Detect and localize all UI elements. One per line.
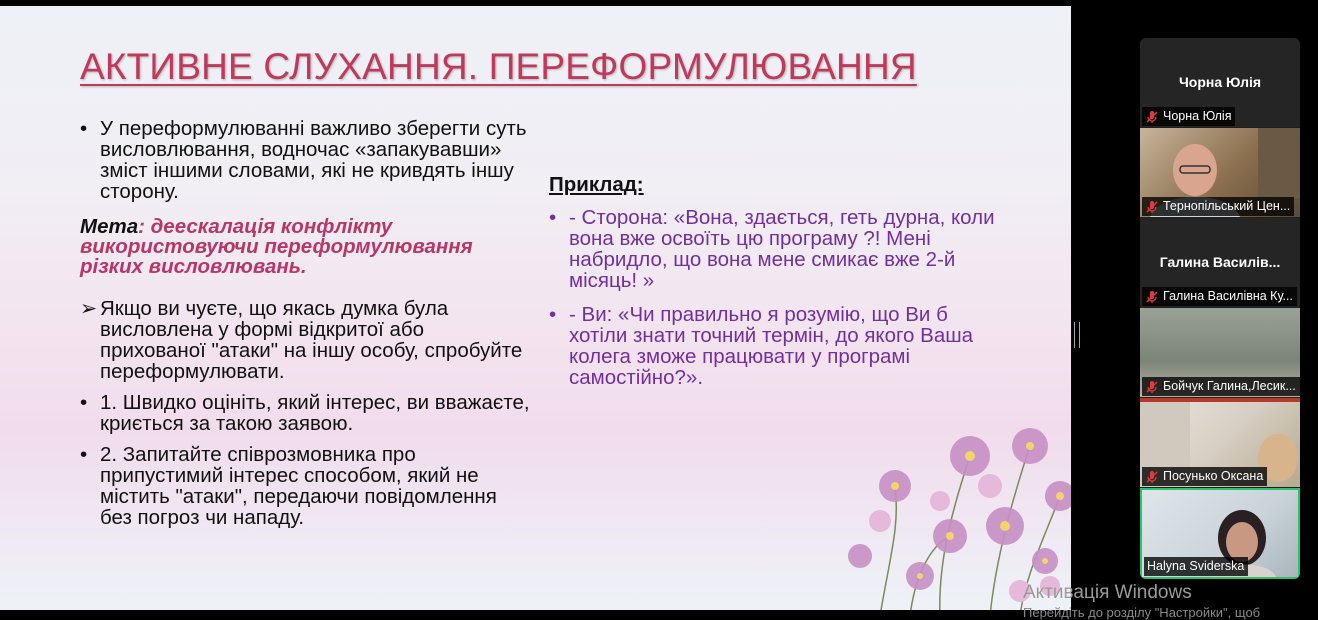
participant-tag-text: Галина Василівна Ку...	[1163, 289, 1293, 303]
intro-text: У переформулюванні важливо зберегти суть висловлювання, водночас «запакувавши» зміст іншими словами, які не кривдять іншу сторону.	[100, 117, 527, 203]
participant-tag-text: Бойчук Галина,Лесик...	[1163, 379, 1296, 393]
participant-tile-2[interactable]	[1140, 128, 1300, 217]
slide-left-column	[80, 118, 530, 528]
participant-display-name: Галина Василів...	[1159, 254, 1281, 270]
bullet-icon: •	[80, 391, 88, 414]
muted-mic-icon	[1145, 290, 1159, 304]
bullet-icon: •	[549, 206, 557, 229]
participant-display-name: Чорна Юлія	[1178, 74, 1262, 90]
participant-tile-6-active-speaker[interactable]	[1140, 488, 1300, 579]
arrow-point-text: Якщо ви чуєте, що якась думка була висловлена у формі відкритої або прихованої "атаки" на іншу особу, спробуйте переформулювати.	[100, 297, 523, 383]
windows-activation-hint: Перейдіть до розділу "Настройки", щоб	[1023, 605, 1261, 620]
participant-tag-text: Посунько Оксана	[1163, 469, 1264, 483]
muted-mic-icon	[1145, 380, 1159, 394]
participant-tile-3[interactable]	[1140, 218, 1300, 307]
step1-bullet	[80, 392, 530, 434]
participant-name-tag	[1142, 287, 1297, 306]
participant-name-tag	[1142, 467, 1267, 486]
participant-tag-text: Тернопільський Цен...	[1163, 199, 1291, 213]
participant-tile-4[interactable]	[1140, 308, 1300, 397]
intro-bullet	[80, 118, 530, 202]
goal-text	[80, 217, 530, 277]
participant-name-tag	[1142, 107, 1235, 126]
muted-mic-icon	[1145, 470, 1159, 484]
bullet-icon: •	[549, 303, 557, 326]
bullet-icon: •	[80, 443, 88, 466]
goal-key: Мета	[80, 215, 139, 238]
slide-title: АКТИВНЕ СЛУХАННЯ. ПЕРЕФОРМУЛЮВАННЯ	[80, 46, 917, 87]
presentation-slide	[0, 6, 1071, 610]
goal-description: : деескалація конфлікту використовуючи переформулювання різких висловлювань.	[80, 215, 473, 278]
muted-mic-icon	[1145, 200, 1159, 214]
step2-text: 2. Запитайте співрозмовника про припустимий інтерес способом, який не містить "атаки", передаючи повідомлення без погроз чи нападу.	[100, 443, 497, 529]
participant-tile-5[interactable]	[1140, 398, 1300, 487]
participant-name-tag	[1144, 557, 1248, 576]
muted-mic-icon	[1145, 110, 1159, 124]
participants-panel	[1140, 38, 1300, 579]
participant-name-tag	[1142, 197, 1294, 216]
flowers-decoration	[820, 386, 1071, 610]
example-heading: Приклад:	[549, 173, 644, 196]
example-item-1	[549, 207, 999, 291]
arrow-bullet	[80, 298, 530, 382]
example2-text: - Ви: «Чи правильно я розумію, що Ви б хотіли знати точний термін, до якого Ваша колега зможе працювати у програмі самостійно?».	[569, 303, 974, 389]
bullet-icon: •	[80, 117, 88, 140]
participant-name-tag	[1142, 377, 1300, 396]
example-item-2	[549, 304, 999, 388]
participant-tile-1[interactable]	[1140, 38, 1300, 127]
participant-tag-text: Halyna Sviderska	[1147, 559, 1245, 573]
example1-text: - Сторона: «Вона, здається, геть дурна, коли вона вже освоїть цю програму ?! Мені набридло, що вона мене смикає вже 2-й місяць! »	[569, 206, 995, 292]
slide-right-column	[549, 174, 999, 388]
panel-resize-handle[interactable]	[1074, 322, 1080, 348]
step2-bullet	[80, 444, 530, 528]
step1-text: 1. Швидко оцініть, який інтерес, ви вважаєте, криється за такою заявою.	[100, 391, 530, 435]
windows-activation-watermark: Активація Windows	[1023, 582, 1192, 603]
arrow-bullet-icon: ➢	[80, 297, 98, 320]
participant-tag-text: Чорна Юлія	[1163, 109, 1232, 123]
